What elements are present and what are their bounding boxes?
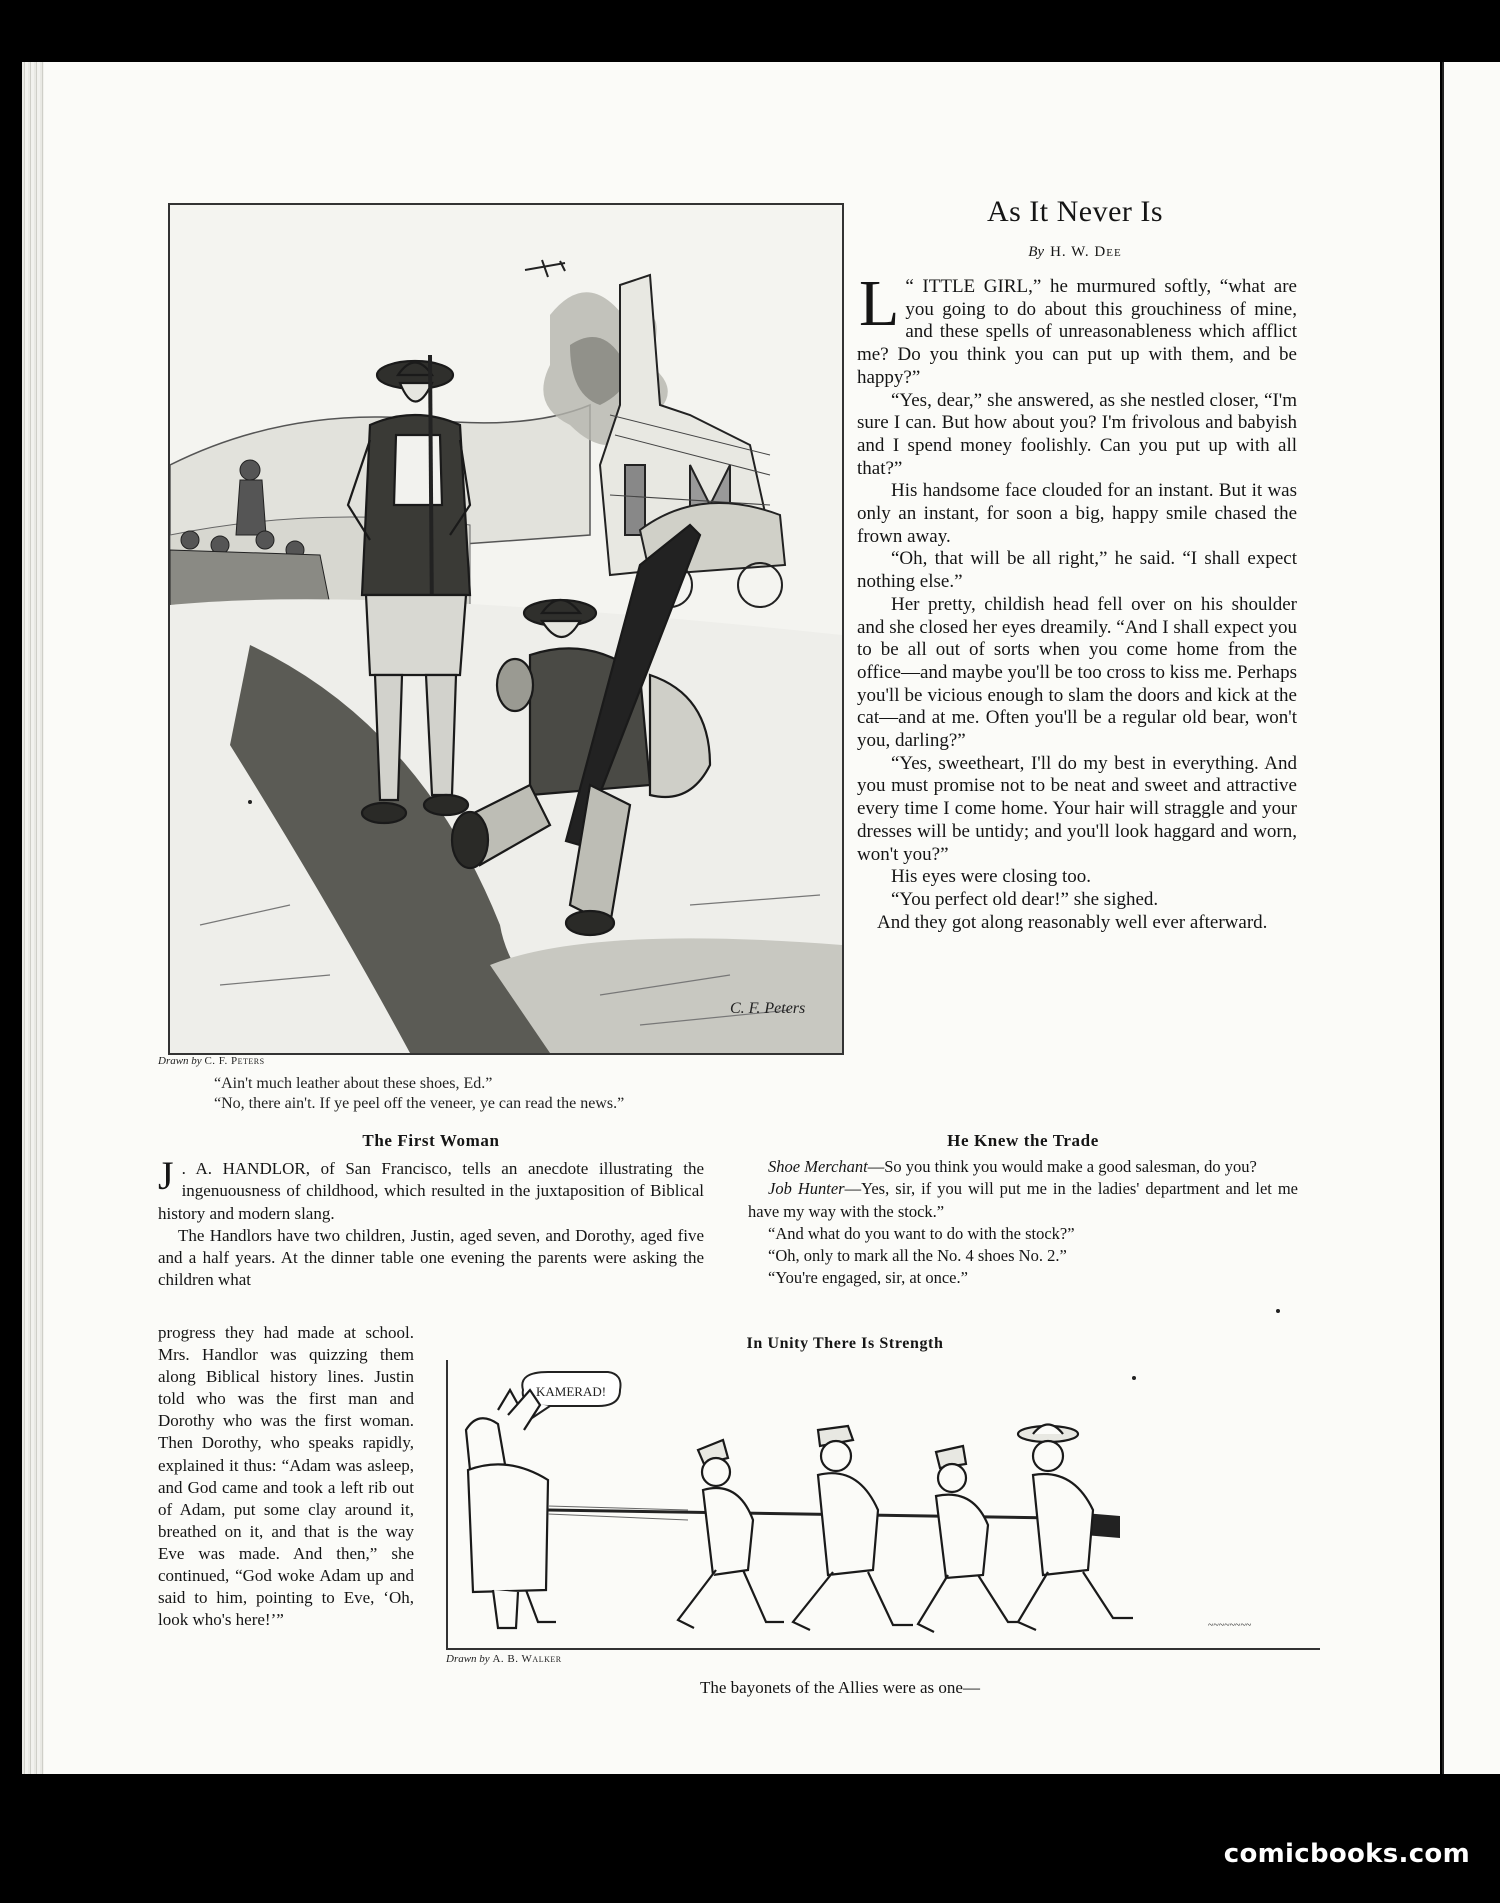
next-page-edge [1442, 62, 1500, 1774]
drop-cap: L [859, 267, 900, 340]
speaker-name: Shoe Merchant [768, 1157, 868, 1176]
trade-heading: He Knew the Trade [947, 1131, 1099, 1150]
soldiers-illustration [168, 203, 844, 1055]
article-title: As It Never Is [986, 195, 1164, 228]
page-binding-edge [22, 62, 44, 1774]
scan-speck [1132, 1376, 1136, 1380]
svg-text:~~~~~~~~: ~~~~~~~~ [1208, 1620, 1252, 1631]
article-paragraph: “Oh, that will be all right,” he said. “I shall expect nothing else.” [857, 548, 1297, 593]
scan-speck [1276, 1309, 1280, 1313]
site-watermark: comicbooks.com [1223, 1839, 1470, 1869]
trade-line: “And what do you want to do with the stock?” [768, 1223, 1075, 1243]
first-woman-paragraph [158, 1153, 704, 1225]
article-paragraph: “Yes, dear,” she answered, as she nestled closer, “I'm sure I can. But how about you? I'm frivolous and babyish and I spend money foolishly. Can you put up with all that?” [857, 389, 1297, 479]
illustration-caption-line2: “No, there ain't. If ye peel off the veneer, ye can read the news.” [214, 1095, 625, 1112]
article-paragraph [857, 267, 1297, 390]
trade-line: “You're engaged, sir, at once.” [768, 1268, 968, 1288]
cartoon-heading: In Unity There Is Strength [746, 1335, 944, 1352]
cartoon-credit [446, 1653, 562, 1665]
drop-cap: J [158, 1153, 174, 1198]
article-paragraph: And they got along reasonably well ever afterward. [877, 911, 1268, 933]
bayonet-cartoon [446, 1360, 1320, 1650]
article-paragraph: “You perfect old dear!” she sighed. [891, 888, 1159, 910]
trade-body [748, 1156, 1298, 1290]
article-paragraph: “Yes, sweetheart, I'll do my best in everything. And you must promise not to be neat and sweet and attractive every time I come home. Your hair will straggle and your dresses will be untidy; and you'll look haggard and worn, won't you?” [857, 752, 1297, 865]
article-paragraph: His eyes were closing too. [891, 866, 1091, 888]
paragraph-text: . A. HANDLOR, of San Francisco, tells an anecdote illustrating the ingenuousness of childhood, which resulted in the juxtaposition of Biblical history and modern slang. [158, 1159, 704, 1223]
credit-prefix: Drawn by [158, 1055, 202, 1067]
credit-name: A. B. Walker [492, 1653, 562, 1665]
first-woman-column: progress they had made at school. Mrs. Handlor was quizzing them along Biblical history lines. Justin told who was the first man and Dorothy who was the first woman. Then Dorothy, who speaks rapidly, explained it thus: “Adam was asleep, and God came and took a left rib out of Adam, put some clay around it, breathed on it, and that is the way Eve was made. And then,” she continued, “God woke Adam up and said to him, pointing to Eve, ‘Oh, look who's here!’” [158, 1323, 414, 1630]
speech-text: KAMERAD! [536, 1384, 607, 1399]
credit-name: C. F. Peters [204, 1055, 265, 1067]
first-woman-body [158, 1153, 704, 1292]
article-paragraph: His handsome face clouded for an instant. But it was only an instant, for soon a big, happy smile chased the frown away. [857, 480, 1297, 547]
line-text: —Yes, sir, if you will put me in the ladies' department and let me have my way with the stock.” [748, 1179, 1298, 1221]
illustration-caption-line1: “Ain't much leather about these shoes, Ed.” [214, 1075, 493, 1092]
paragraph-text: “ ITTLE GIRL,” he murmured softly, “what are you going to do about this grouchiness of mine, and these spells of unreasonableness which afflict me? Do you think you can put up with them, and be happy?” [857, 276, 1297, 388]
first-woman-heading: The First Woman [362, 1131, 500, 1150]
illustration-credit [158, 1055, 265, 1067]
credit-prefix: Drawn by [446, 1653, 490, 1665]
trade-line [748, 1156, 1298, 1178]
speaker-name: Job Hunter [768, 1179, 845, 1199]
cartoon-caption: The bayonets of the Allies were as one— [700, 1678, 980, 1697]
trade-line [748, 1178, 1298, 1223]
byline-prefix: By [1028, 244, 1045, 260]
byline-name: H. W. Dee [1050, 244, 1122, 260]
illustration-signature: C. F. Peters [730, 1000, 806, 1017]
line-text: —So you think you would make a good salesman, do you? [867, 1157, 1257, 1176]
article-body [857, 267, 1297, 934]
article-paragraph: Her pretty, childish head fell over on his shoulder and she closed her eyes dreamily. “And I shall expect you to be all out of sorts when you come home from the office—and maybe you'll be too cross to kiss me. Perhaps you'll be vicious enough to slam the doors and kick at the cat—and at me. Often you'll be a regular old bear, won't you, darling?” [857, 593, 1297, 752]
article-byline [850, 244, 1300, 261]
trade-line: “Oh, only to mark all the No. 4 shoes No. 2.” [768, 1246, 1067, 1266]
first-woman-paragraph: The Handlors have two children, Justin, aged seven, and Dorothy, aged five and a half years. At the dinner table one evening the parents were asking the children what [158, 1225, 704, 1290]
scan-speck [248, 800, 252, 804]
